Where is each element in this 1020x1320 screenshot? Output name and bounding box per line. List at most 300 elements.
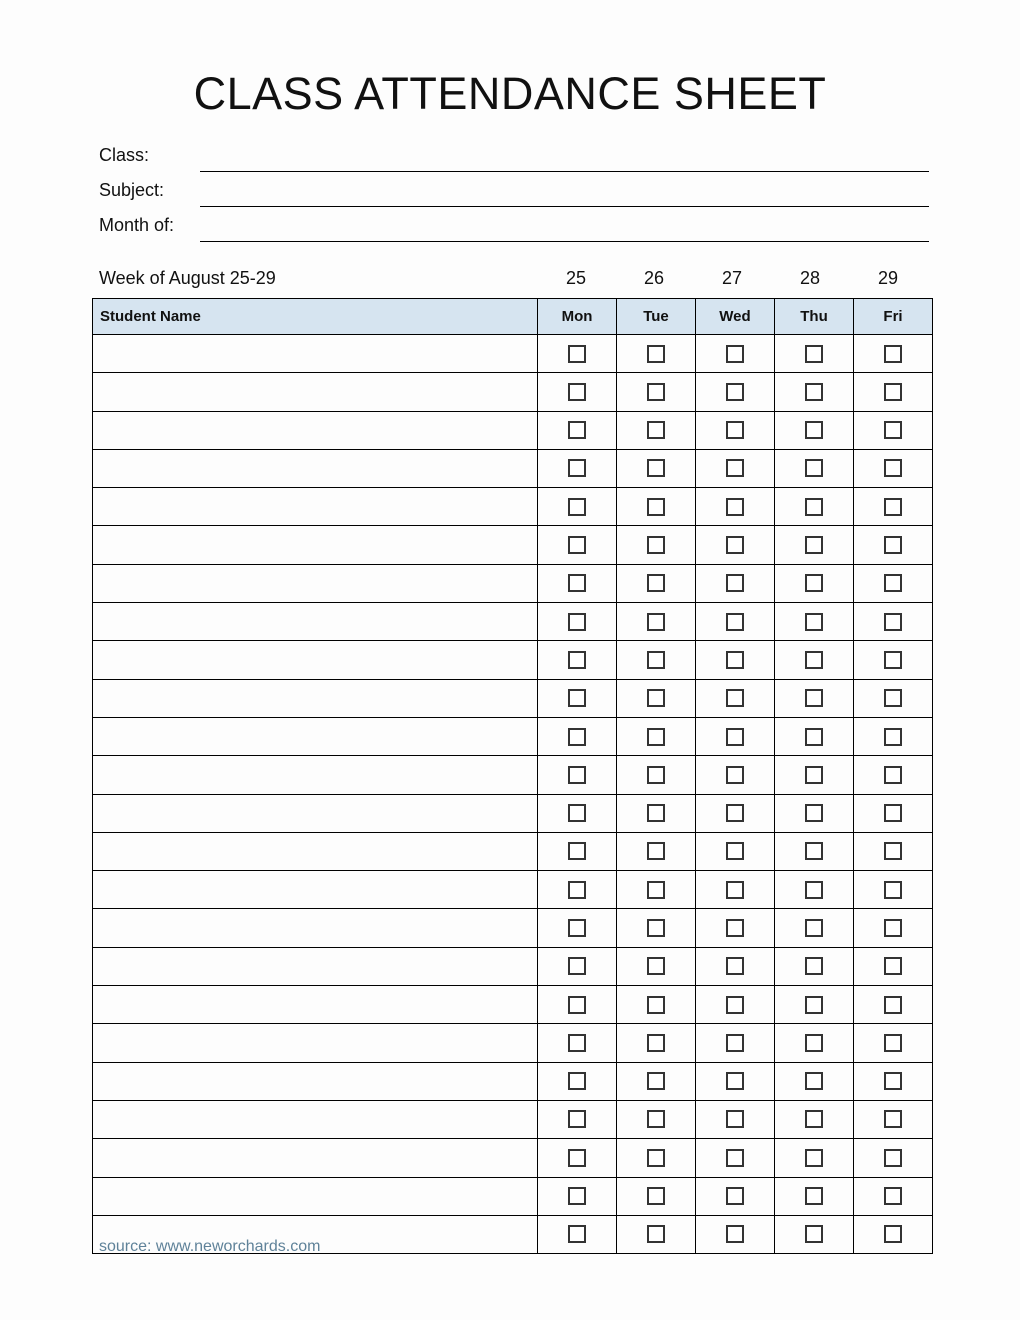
attendance-checkbox-icon[interactable] xyxy=(647,1225,665,1243)
student-name-cell[interactable] xyxy=(93,679,538,717)
attendance-cell[interactable] xyxy=(617,986,696,1024)
attendance-checkbox-icon[interactable] xyxy=(726,881,744,899)
attendance-checkbox-icon[interactable] xyxy=(805,421,823,439)
attendance-checkbox-icon[interactable] xyxy=(726,689,744,707)
attendance-checkbox-icon[interactable] xyxy=(726,1072,744,1090)
attendance-cell[interactable] xyxy=(617,756,696,794)
attendance-cell[interactable] xyxy=(538,986,617,1024)
attendance-checkbox-icon[interactable] xyxy=(726,957,744,975)
student-name-cell[interactable] xyxy=(93,373,538,411)
attendance-cell[interactable] xyxy=(538,832,617,870)
attendance-cell[interactable] xyxy=(617,794,696,832)
table-row xyxy=(93,717,933,755)
attendance-checkbox-icon[interactable] xyxy=(647,919,665,937)
attendance-cell[interactable] xyxy=(538,335,617,373)
attendance-cell[interactable] xyxy=(617,1215,696,1253)
attendance-checkbox-icon[interactable] xyxy=(568,1072,586,1090)
attendance-cell[interactable] xyxy=(854,1024,933,1062)
table-header-row xyxy=(93,299,933,335)
attendance-checkbox-icon[interactable] xyxy=(647,1034,665,1052)
attendance-cell[interactable] xyxy=(696,526,775,564)
attendance-checkbox-icon[interactable] xyxy=(568,421,586,439)
attendance-checkbox-icon[interactable] xyxy=(647,881,665,899)
student-name-cell[interactable] xyxy=(93,947,538,985)
student-name-cell[interactable] xyxy=(93,986,538,1024)
attendance-cell[interactable] xyxy=(538,909,617,947)
attendance-cell[interactable] xyxy=(854,335,933,373)
attendance-cell[interactable] xyxy=(538,1177,617,1215)
attendance-checkbox-icon[interactable] xyxy=(805,383,823,401)
attendance-cell[interactable] xyxy=(696,373,775,411)
attendance-cell[interactable] xyxy=(617,526,696,564)
attendance-cell[interactable] xyxy=(775,1177,854,1215)
attendance-cell[interactable] xyxy=(617,1062,696,1100)
attendance-checkbox-icon[interactable] xyxy=(647,689,665,707)
attendance-checkbox-icon[interactable] xyxy=(726,804,744,822)
student-name-cell[interactable] xyxy=(93,335,538,373)
attendance-cell[interactable] xyxy=(775,871,854,909)
attendance-cell[interactable] xyxy=(775,947,854,985)
attendance-cell[interactable] xyxy=(854,1177,933,1215)
attendance-cell[interactable] xyxy=(617,488,696,526)
attendance-cell[interactable] xyxy=(617,641,696,679)
attendance-checkbox-icon[interactable] xyxy=(805,842,823,860)
attendance-checkbox-icon[interactable] xyxy=(726,1149,744,1167)
student-name-cell[interactable] xyxy=(93,756,538,794)
attendance-checkbox-icon[interactable] xyxy=(568,574,586,592)
attendance-checkbox-icon[interactable] xyxy=(568,689,586,707)
attendance-cell[interactable] xyxy=(696,1062,775,1100)
attendance-cell[interactable] xyxy=(775,564,854,602)
student-name-cell[interactable] xyxy=(93,1139,538,1177)
page-title: CLASS ATTENDANCE SHEET xyxy=(193,68,827,119)
student-name-cell[interactable] xyxy=(93,832,538,870)
attendance-checkbox-icon[interactable] xyxy=(647,651,665,669)
attendance-checkbox-icon[interactable] xyxy=(726,459,744,477)
attendance-checkbox-icon[interactable] xyxy=(568,766,586,784)
student-name-cell[interactable] xyxy=(93,794,538,832)
attendance-checkbox-icon[interactable] xyxy=(568,1225,586,1243)
table-row xyxy=(93,871,933,909)
attendance-cell[interactable] xyxy=(538,641,617,679)
attendance-cell[interactable] xyxy=(538,1062,617,1100)
attendance-checkbox-icon[interactable] xyxy=(647,536,665,554)
attendance-cell[interactable] xyxy=(617,947,696,985)
attendance-checkbox-icon[interactable] xyxy=(726,1034,744,1052)
attendance-cell[interactable] xyxy=(854,564,933,602)
attendance-cell[interactable] xyxy=(696,794,775,832)
attendance-checkbox-icon[interactable] xyxy=(884,574,902,592)
attendance-cell[interactable] xyxy=(617,411,696,449)
attendance-cell[interactable] xyxy=(775,986,854,1024)
week-date-numbers xyxy=(537,265,927,291)
attendance-checkbox-icon[interactable] xyxy=(805,651,823,669)
attendance-checkbox-icon[interactable] xyxy=(805,498,823,516)
attendance-checkbox-icon[interactable] xyxy=(884,498,902,516)
attendance-cell[interactable] xyxy=(854,986,933,1024)
attendance-cell[interactable] xyxy=(775,1100,854,1138)
attendance-cell[interactable] xyxy=(854,717,933,755)
form-row-month xyxy=(99,212,929,247)
attendance-checkbox-icon[interactable] xyxy=(647,842,665,860)
attendance-checkbox-icon[interactable] xyxy=(647,766,665,784)
attendance-checkbox-icon[interactable] xyxy=(726,1225,744,1243)
attendance-cell[interactable] xyxy=(696,909,775,947)
attendance-cell[interactable] xyxy=(696,603,775,641)
attendance-cell[interactable] xyxy=(775,1139,854,1177)
week-date-2: 26 xyxy=(643,268,665,288)
attendance-cell[interactable] xyxy=(775,794,854,832)
attendance-checkbox-icon[interactable] xyxy=(726,574,744,592)
table-body xyxy=(93,335,933,1254)
form-fields xyxy=(99,142,929,247)
attendance-cell[interactable] xyxy=(854,411,933,449)
attendance-cell[interactable] xyxy=(775,756,854,794)
attendance-cell[interactable] xyxy=(775,1024,854,1062)
attendance-cell[interactable] xyxy=(617,909,696,947)
week-header-strip xyxy=(92,265,928,295)
table-row xyxy=(93,335,933,373)
attendance-cell[interactable] xyxy=(538,1139,617,1177)
attendance-cell[interactable] xyxy=(617,603,696,641)
attendance-checkbox-icon[interactable] xyxy=(805,1187,823,1205)
attendance-checkbox-icon[interactable] xyxy=(647,728,665,746)
attendance-cell[interactable] xyxy=(854,679,933,717)
attendance-checkbox-icon[interactable] xyxy=(726,613,744,631)
source-attribution: source: www.neworchards.com xyxy=(99,1238,321,1255)
attendance-cell[interactable] xyxy=(617,679,696,717)
attendance-cell[interactable] xyxy=(696,335,775,373)
attendance-cell[interactable] xyxy=(617,1139,696,1177)
table-row xyxy=(93,756,933,794)
attendance-checkbox-icon[interactable] xyxy=(884,842,902,860)
attendance-checkbox-icon[interactable] xyxy=(884,957,902,975)
week-date-5: 29 xyxy=(877,268,899,288)
attendance-checkbox-icon[interactable] xyxy=(647,345,665,363)
attendance-cell[interactable] xyxy=(854,449,933,487)
attendance-cell[interactable] xyxy=(854,488,933,526)
attendance-checkbox-icon[interactable] xyxy=(647,1072,665,1090)
table-row xyxy=(93,641,933,679)
student-name-cell[interactable] xyxy=(93,526,538,564)
table-header xyxy=(93,299,933,335)
attendance-checkbox-icon[interactable] xyxy=(726,1187,744,1205)
attendance-checkbox-icon[interactable] xyxy=(647,1187,665,1205)
attendance-cell[interactable] xyxy=(775,603,854,641)
attendance-checkbox-icon[interactable] xyxy=(884,1225,902,1243)
attendance-cell[interactable] xyxy=(538,717,617,755)
attendance-cell[interactable] xyxy=(775,488,854,526)
attendance-checkbox-icon[interactable] xyxy=(805,1072,823,1090)
attendance-checkbox-icon[interactable] xyxy=(805,536,823,554)
student-name-cell[interactable] xyxy=(93,871,538,909)
attendance-cell[interactable] xyxy=(854,1215,933,1253)
attendance-checkbox-icon[interactable] xyxy=(884,881,902,899)
attendance-cell[interactable] xyxy=(617,1100,696,1138)
attendance-cell[interactable] xyxy=(696,488,775,526)
attendance-cell[interactable] xyxy=(617,832,696,870)
week-range-label: Week of August 25-29 xyxy=(99,268,276,288)
attendance-cell[interactable] xyxy=(617,1024,696,1062)
table-row xyxy=(93,986,933,1024)
attendance-checkbox-icon[interactable] xyxy=(805,919,823,937)
attendance-checkbox-icon[interactable] xyxy=(884,536,902,554)
subject-field-input[interactable] xyxy=(200,206,929,207)
attendance-cell[interactable] xyxy=(696,1139,775,1177)
attendance-checkbox-icon[interactable] xyxy=(884,383,902,401)
attendance-cell[interactable] xyxy=(854,832,933,870)
student-name-cell[interactable] xyxy=(93,1062,538,1100)
attendance-checkbox-icon[interactable] xyxy=(568,651,586,669)
attendance-checkbox-icon[interactable] xyxy=(647,383,665,401)
attendance-checkbox-icon[interactable] xyxy=(568,498,586,516)
attendance-cell[interactable] xyxy=(538,794,617,832)
attendance-checkbox-icon[interactable] xyxy=(805,689,823,707)
attendance-checkbox-icon[interactable] xyxy=(647,459,665,477)
column-header-mon: Mon xyxy=(538,299,617,335)
student-name-cell[interactable] xyxy=(93,488,538,526)
attendance-cell[interactable] xyxy=(696,871,775,909)
attendance-cell[interactable] xyxy=(696,1215,775,1253)
attendance-cell[interactable] xyxy=(617,717,696,755)
attendance-checkbox-icon[interactable] xyxy=(647,1149,665,1167)
attendance-checkbox-icon[interactable] xyxy=(647,574,665,592)
attendance-checkbox-icon[interactable] xyxy=(805,766,823,784)
attendance-checkbox-icon[interactable] xyxy=(805,613,823,631)
attendance-cell[interactable] xyxy=(775,909,854,947)
attendance-cell[interactable] xyxy=(696,641,775,679)
attendance-checkbox-icon[interactable] xyxy=(884,651,902,669)
attendance-checkbox-icon[interactable] xyxy=(805,574,823,592)
attendance-checkbox-icon[interactable] xyxy=(726,421,744,439)
attendance-cell[interactable] xyxy=(775,1215,854,1253)
attendance-cell[interactable] xyxy=(538,947,617,985)
attendance-cell[interactable] xyxy=(696,411,775,449)
attendance-cell[interactable] xyxy=(617,1177,696,1215)
attendance-cell[interactable] xyxy=(854,1062,933,1100)
attendance-checkbox-icon[interactable] xyxy=(884,1110,902,1128)
attendance-checkbox-icon[interactable] xyxy=(884,1149,902,1167)
attendance-checkbox-icon[interactable] xyxy=(568,345,586,363)
attendance-cell[interactable] xyxy=(775,832,854,870)
attendance-cell[interactable] xyxy=(538,564,617,602)
student-name-cell[interactable] xyxy=(93,603,538,641)
attendance-checkbox-icon[interactable] xyxy=(568,536,586,554)
column-header-tue: Tue xyxy=(617,299,696,335)
table-row xyxy=(93,603,933,641)
attendance-checkbox-icon[interactable] xyxy=(884,1072,902,1090)
attendance-checkbox-icon[interactable] xyxy=(805,728,823,746)
attendance-checkbox-icon[interactable] xyxy=(726,766,744,784)
attendance-checkbox-icon[interactable] xyxy=(884,345,902,363)
student-name-cell[interactable] xyxy=(93,1177,538,1215)
table-row xyxy=(93,947,933,985)
attendance-checkbox-icon[interactable] xyxy=(726,536,744,554)
attendance-checkbox-icon[interactable] xyxy=(568,1187,586,1205)
table-row xyxy=(93,411,933,449)
student-name-cell[interactable] xyxy=(93,449,538,487)
attendance-cell[interactable] xyxy=(854,603,933,641)
attendance-cell[interactable] xyxy=(696,756,775,794)
attendance-cell[interactable] xyxy=(538,488,617,526)
attendance-checkbox-icon[interactable] xyxy=(726,1110,744,1128)
attendance-checkbox-icon[interactable] xyxy=(647,1110,665,1128)
attendance-cell[interactable] xyxy=(538,1215,617,1253)
form-row-class xyxy=(99,142,929,177)
attendance-cell[interactable] xyxy=(617,373,696,411)
attendance-checkbox-icon[interactable] xyxy=(568,383,586,401)
table-row xyxy=(93,488,933,526)
attendance-checkbox-icon[interactable] xyxy=(805,1225,823,1243)
attendance-checkbox-icon[interactable] xyxy=(568,881,586,899)
attendance-cell[interactable] xyxy=(854,1100,933,1138)
attendance-checkbox-icon[interactable] xyxy=(568,728,586,746)
attendance-cell[interactable] xyxy=(854,641,933,679)
attendance-checkbox-icon[interactable] xyxy=(884,728,902,746)
attendance-cell[interactable] xyxy=(775,641,854,679)
attendance-cell[interactable] xyxy=(854,756,933,794)
attendance-cell[interactable] xyxy=(775,411,854,449)
attendance-cell[interactable] xyxy=(854,909,933,947)
student-name-cell[interactable] xyxy=(93,411,538,449)
attendance-checkbox-icon[interactable] xyxy=(726,651,744,669)
attendance-cell[interactable] xyxy=(696,449,775,487)
attendance-checkbox-icon[interactable] xyxy=(568,957,586,975)
attendance-checkbox-icon[interactable] xyxy=(884,459,902,477)
table-row xyxy=(93,909,933,947)
subject-field-label: Subject: xyxy=(99,180,165,200)
attendance-cell[interactable] xyxy=(696,1177,775,1215)
attendance-checkbox-icon[interactable] xyxy=(884,689,902,707)
month-field-input[interactable] xyxy=(200,241,929,242)
attendance-cell[interactable] xyxy=(617,335,696,373)
attendance-checkbox-icon[interactable] xyxy=(568,459,586,477)
attendance-cell[interactable] xyxy=(696,717,775,755)
student-name-cell[interactable] xyxy=(93,564,538,602)
attendance-cell[interactable] xyxy=(854,526,933,564)
attendance-checkbox-icon[interactable] xyxy=(726,728,744,746)
attendance-checkbox-icon[interactable] xyxy=(647,996,665,1014)
student-name-cell[interactable] xyxy=(93,1024,538,1062)
attendance-cell[interactable] xyxy=(617,564,696,602)
attendance-checkbox-icon[interactable] xyxy=(726,919,744,937)
attendance-checkbox-icon[interactable] xyxy=(884,996,902,1014)
attendance-checkbox-icon[interactable] xyxy=(568,613,586,631)
table-row xyxy=(93,1100,933,1138)
attendance-checkbox-icon[interactable] xyxy=(726,383,744,401)
attendance-checkbox-icon[interactable] xyxy=(805,804,823,822)
class-field-input[interactable] xyxy=(200,171,929,172)
attendance-cell[interactable] xyxy=(696,564,775,602)
attendance-checkbox-icon[interactable] xyxy=(805,996,823,1014)
attendance-cell[interactable] xyxy=(775,717,854,755)
attendance-checkbox-icon[interactable] xyxy=(726,345,744,363)
student-name-cell[interactable] xyxy=(93,1100,538,1138)
attendance-checkbox-icon[interactable] xyxy=(568,1034,586,1052)
attendance-checkbox-icon[interactable] xyxy=(884,804,902,822)
student-name-cell[interactable] xyxy=(93,717,538,755)
attendance-checkbox-icon[interactable] xyxy=(568,996,586,1014)
attendance-checkbox-icon[interactable] xyxy=(805,345,823,363)
attendance-checkbox-icon[interactable] xyxy=(568,919,586,937)
attendance-checkbox-icon[interactable] xyxy=(884,1187,902,1205)
attendance-cell[interactable] xyxy=(538,603,617,641)
attendance-cell[interactable] xyxy=(775,335,854,373)
attendance-checkbox-icon[interactable] xyxy=(884,766,902,784)
attendance-checkbox-icon[interactable] xyxy=(805,957,823,975)
attendance-cell[interactable] xyxy=(696,1100,775,1138)
table-row xyxy=(93,1062,933,1100)
week-date-1: 25 xyxy=(565,268,587,288)
attendance-cell[interactable] xyxy=(696,986,775,1024)
table-row xyxy=(93,1024,933,1062)
attendance-cell[interactable] xyxy=(854,871,933,909)
attendance-checkbox-icon[interactable] xyxy=(568,842,586,860)
attendance-cell[interactable] xyxy=(617,449,696,487)
attendance-checkbox-icon[interactable] xyxy=(884,919,902,937)
attendance-checkbox-icon[interactable] xyxy=(726,498,744,516)
attendance-checkbox-icon[interactable] xyxy=(805,1110,823,1128)
attendance-cell[interactable] xyxy=(696,679,775,717)
attendance-cell[interactable] xyxy=(538,871,617,909)
attendance-cell[interactable] xyxy=(538,679,617,717)
month-field-label: Month of: xyxy=(99,215,175,235)
attendance-cell[interactable] xyxy=(696,832,775,870)
attendance-checkbox-icon[interactable] xyxy=(884,421,902,439)
attendance-checkbox-icon[interactable] xyxy=(647,957,665,975)
attendance-cell[interactable] xyxy=(538,373,617,411)
attendance-cell[interactable] xyxy=(775,1062,854,1100)
attendance-checkbox-icon[interactable] xyxy=(805,459,823,477)
attendance-cell[interactable] xyxy=(854,1139,933,1177)
attendance-checkbox-icon[interactable] xyxy=(805,881,823,899)
attendance-cell[interactable] xyxy=(696,947,775,985)
attendance-checkbox-icon[interactable] xyxy=(805,1034,823,1052)
attendance-checkbox-icon[interactable] xyxy=(568,1110,586,1128)
attendance-cell[interactable] xyxy=(538,1024,617,1062)
attendance-checkbox-icon[interactable] xyxy=(647,804,665,822)
attendance-cell[interactable] xyxy=(538,411,617,449)
attendance-cell[interactable] xyxy=(617,871,696,909)
attendance-checkbox-icon[interactable] xyxy=(805,1149,823,1167)
attendance-checkbox-icon[interactable] xyxy=(647,498,665,516)
attendance-cell[interactable] xyxy=(775,373,854,411)
attendance-checkbox-icon[interactable] xyxy=(884,1034,902,1052)
table-row xyxy=(93,794,933,832)
attendance-cell[interactable] xyxy=(696,1024,775,1062)
student-name-cell[interactable] xyxy=(93,641,538,679)
student-name-cell[interactable] xyxy=(93,909,538,947)
attendance-checkbox-icon[interactable] xyxy=(647,421,665,439)
attendance-cell[interactable] xyxy=(538,756,617,794)
attendance-cell[interactable] xyxy=(775,449,854,487)
attendance-checkbox-icon[interactable] xyxy=(647,613,665,631)
attendance-cell[interactable] xyxy=(854,373,933,411)
attendance-checkbox-icon[interactable] xyxy=(884,613,902,631)
attendance-cell[interactable] xyxy=(775,526,854,564)
attendance-checkbox-icon[interactable] xyxy=(726,996,744,1014)
table-row xyxy=(93,1177,933,1215)
attendance-checkbox-icon[interactable] xyxy=(726,842,744,860)
attendance-cell[interactable] xyxy=(538,526,617,564)
attendance-cell[interactable] xyxy=(775,679,854,717)
attendance-checkbox-icon[interactable] xyxy=(568,1149,586,1167)
attendance-checkbox-icon[interactable] xyxy=(568,804,586,822)
attendance-cell[interactable] xyxy=(854,947,933,985)
attendance-cell[interactable] xyxy=(538,1100,617,1138)
attendance-cell[interactable] xyxy=(854,794,933,832)
attendance-cell[interactable] xyxy=(538,449,617,487)
